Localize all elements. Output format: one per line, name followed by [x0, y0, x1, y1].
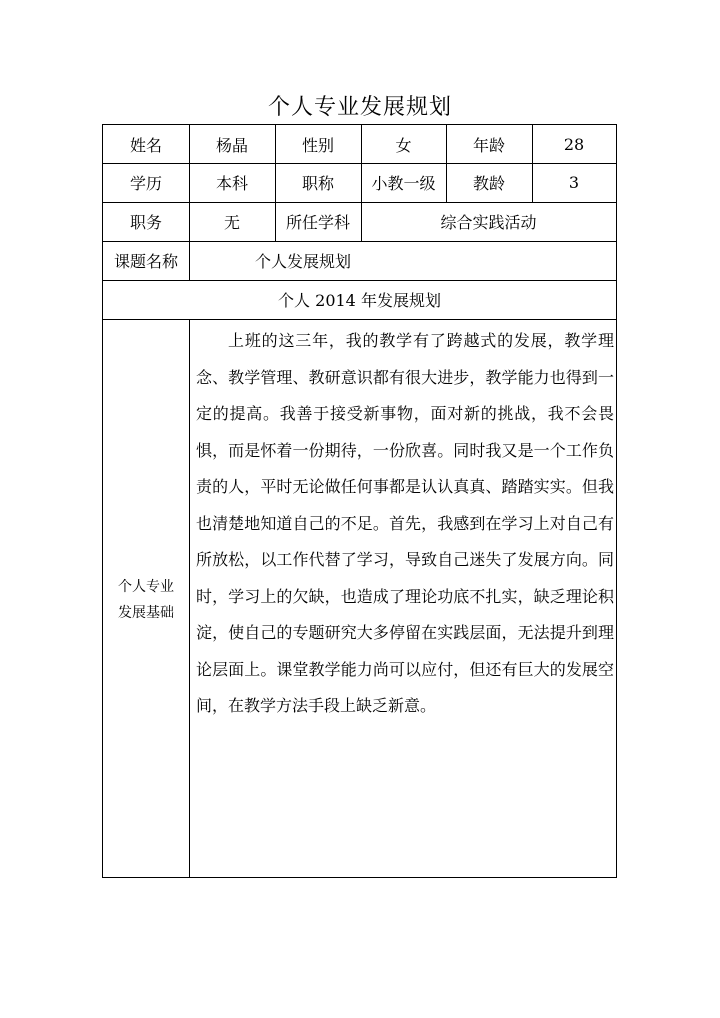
age-value: 28: [563, 134, 585, 154]
basis-paragraph: 上班的这三年，我的教学有了跨越式的发展，教学理念、教学管理、教研意识都有很大进步，教学能力也得到一定的提高。我善于接受新事物，面对新的挑战，我不会畏惧，而是怀着一份期待，一份欣喜。同时我又是一个工作负责的人，平时无论做任何事都是认认真真、踏踏实实。但我也清楚地知道自己的不足。首先，我感到在学习上对自己有所放松，以工作代替了学习，导致自己迷失了发展方向。同时，学习上的欠缺，也造成了理论功底不扎实，缺乏理论积淀，使自己的专题研究大多停留在实践层面，无法提升到理论层面上。课堂教学能力尚可以应付，但还有巨大的发展空间，在教学方法手段上缺乏新意。: [196, 331, 614, 715]
column-divider: [189, 319, 190, 877]
name-label: 姓名: [129, 135, 162, 155]
basis-label: [103, 320, 189, 880]
education-label: 学历: [129, 174, 162, 193]
gender-value: 女: [395, 135, 412, 155]
age-label: 年龄: [472, 135, 505, 155]
name-value: 杨晶: [215, 135, 248, 155]
professional-title-value: 小教一级: [371, 174, 436, 193]
professional-title-label: 职称: [301, 174, 334, 193]
subject-label: 所任学科: [285, 213, 350, 232]
education-value: 本科: [215, 174, 248, 193]
teaching-years-label: 教龄: [472, 174, 505, 193]
position-value: 无: [223, 213, 240, 232]
plan-heading: 个人 2014 年发展规划: [278, 291, 441, 310]
teaching-years-value: 3: [568, 173, 580, 192]
profile-table: [102, 124, 617, 878]
basis-label-line2: 发展基础: [118, 605, 174, 621]
topic-value: 个人发展规划: [255, 252, 352, 271]
column-divider: [189, 241, 190, 280]
topic-label: 课题名称: [113, 252, 178, 271]
position-label: 职务: [129, 213, 162, 232]
gender-label: 性别: [301, 135, 334, 155]
subject-value: 综合实践活动: [440, 213, 537, 232]
document-title: 个人专业发展规划: [267, 95, 452, 120]
basis-label-line1: 个人专业: [118, 579, 174, 595]
